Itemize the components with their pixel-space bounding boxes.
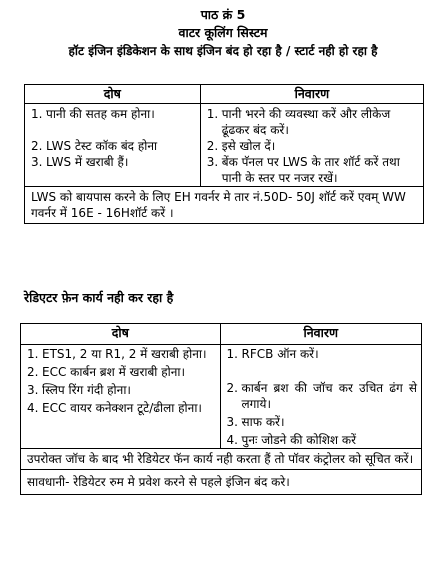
list-item xyxy=(25,154,200,170)
table-note-row xyxy=(25,187,424,224)
list-item xyxy=(201,138,423,154)
item-number: 4. xyxy=(226,433,238,447)
fault-text: LWS टेस्ट कॉक बंद होना xyxy=(46,139,158,153)
list-item xyxy=(25,138,200,154)
item-number: 4. xyxy=(27,401,39,415)
item-number: 2. xyxy=(206,139,219,153)
table-note-row xyxy=(21,449,422,470)
fault-text: ECC वायर कनेक्शन टूटे/ढीला होना। xyxy=(42,401,202,415)
item-number: 1. xyxy=(27,347,39,361)
remedy-text: इसे खोल दें। xyxy=(221,139,276,153)
list-item xyxy=(221,414,421,430)
remedy-text: साफ करें। xyxy=(241,415,285,429)
fault-remedy-table-2 xyxy=(20,323,422,495)
list-item xyxy=(21,364,220,380)
fault-remedy-table-1 xyxy=(24,84,424,224)
remedy-text: पानी भरने की व्यवस्था करें और लीकेज ढूंढकर बंद करें। xyxy=(221,107,391,137)
item-number: 3. xyxy=(226,415,238,429)
table-row xyxy=(25,104,424,187)
remedy-cell xyxy=(220,345,421,449)
item-number: 2. xyxy=(27,365,39,379)
item-number: 1. xyxy=(226,347,238,361)
remedy-text: RFCB ऑन करें। xyxy=(241,347,319,361)
table-row xyxy=(21,345,422,449)
fault-cell xyxy=(25,104,201,187)
fault-column-header: दोष xyxy=(21,324,221,345)
remedy-column-header: निवारण xyxy=(220,324,421,345)
item-number: 3. xyxy=(31,155,43,169)
fault-column-header: दोष xyxy=(25,85,201,104)
item-number: 1. xyxy=(31,107,43,121)
remedy-column-header: निवारण xyxy=(200,85,423,104)
problem-heading: हॉट इंजिन इंडिकेशन के साथ इंजिन बंद हो रहा है / स्टार्ट नही हो रहा है xyxy=(68,44,378,58)
list-item xyxy=(201,106,423,138)
list-item xyxy=(221,346,421,362)
list-item xyxy=(201,154,423,186)
list-item xyxy=(221,380,421,412)
caution-note: सावधानी- रेडियेटर रुम मे प्रवेश करने से पहले इंजिन बंद करे। xyxy=(21,470,422,495)
fault-cell xyxy=(21,345,221,449)
bypass-note: LWS को बायपास करने के लिए EH गवर्नर मे तार नं.50D- 50J शॉर्ट करें एवम् WW गवर्नर में 16E - 16Hशॉर्ट करें । xyxy=(25,187,424,224)
fault-text: ETS1, 2 या R1, 2 में खराबी होना। xyxy=(42,347,207,361)
lesson-number: पाठ क्रं 5 xyxy=(200,7,246,22)
fault-text: LWS में खराबी हैं। xyxy=(46,155,129,169)
list-item xyxy=(221,432,421,448)
section-title-radiator-fan: रेडिएटर फ़ेन कार्य नही कर रहा है xyxy=(24,290,174,305)
list-item xyxy=(21,346,220,362)
table-header-row xyxy=(21,324,422,345)
power-controller-note: उपरोक्त जॉच के बाद भी रेडियेटर फॅन कार्य नही करता हैं तो पॉवर कंट्रोलर को सूचित करें। xyxy=(21,449,422,470)
remedy-text: बेंक पॅनल पर LWS के तार शॉर्ट करें तथा पानी के स्तर पर नजर रखें। xyxy=(221,155,400,185)
remedy-text: कार्बन ब्रश की जॉच कर उचित ढंग से लगाये। xyxy=(241,381,417,411)
table-header-row xyxy=(25,85,424,104)
subject-title: वाटर कूलिंग सिस्टम xyxy=(178,25,268,40)
item-number: 3. xyxy=(206,155,219,169)
item-number: 2. xyxy=(226,381,238,395)
item-number: 1. xyxy=(206,107,219,121)
list-item xyxy=(21,382,220,398)
table-caution-row xyxy=(21,470,422,495)
fault-text: ECC कार्बन ब्रश में खराबी होना। xyxy=(42,365,186,379)
list-item xyxy=(25,106,200,122)
remedy-cell xyxy=(200,104,423,187)
remedy-text: पुनः जोडने की कोशिश करें xyxy=(241,433,356,447)
list-item xyxy=(21,400,220,416)
item-number: 3. xyxy=(27,383,39,397)
fault-text: स्लिप रिंग गंदी होना। xyxy=(42,383,131,397)
item-number: 2. xyxy=(31,139,43,153)
fault-text: पानी की सतह कम होना। xyxy=(46,107,155,121)
